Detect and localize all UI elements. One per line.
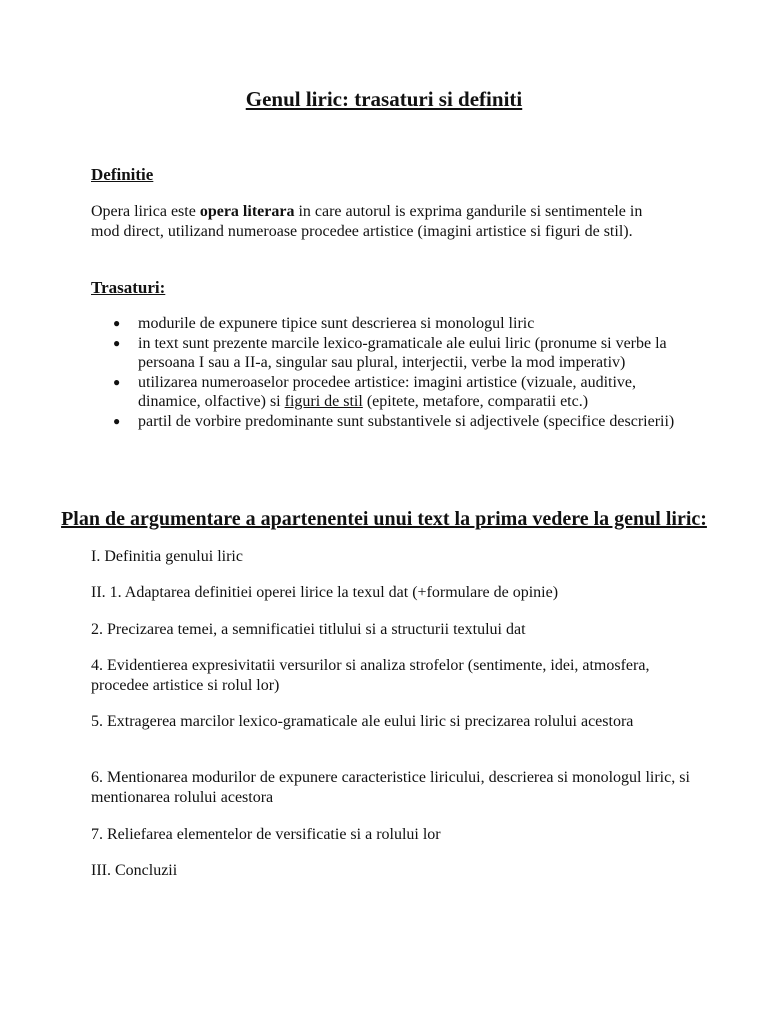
plan-heading: Plan de argumentare a apartenentei unui text la prima vedere la genul liric: [61,508,707,530]
bullet-icon: ● [113,316,121,330]
definition-paragraph [91,202,651,242]
trait-text: partil de vorbire predominante sunt substantivele si adjectivele (specifice descrierii) [138,412,675,430]
trait-text-end: (epitete, metafore, comparatii etc.) [362,393,589,411]
trait-text-start: utilizarea numeroaselor procedee artistice: imagini artistice (vizuale, auditive, dinamice, olfactive) si [138,373,636,411]
definition-bold-term: opera literara [199,203,295,220]
trait-text: in text sunt prezente marcile lexico-gramaticale ale eului liric (pronume si verbe la persoana I sau a II-a, singular sau plural, interjectii, verbe la mod imperativ) [138,334,667,372]
definition-text-end: in care autorul is exprima gandurile si sentimentele in mod direct, utilizand numeroase procedee artistice (imagini artistice si figuri de stil). [91,203,643,240]
plan-item: 4. Evidentierea expresivitatii versurilor si analiza strofelor (sentimente, idei, atmosfera, procedee artistice si rolul lor) [91,657,650,694]
plan-item: III. Concluzii [91,862,178,879]
bullet-icon: ● [113,335,121,350]
plan-item: 7. Reliefarea elementelor de versificatie si a rolului lor [91,826,441,843]
plan-item: I. Definitia genului liric [91,548,243,565]
list-item [91,314,681,334]
definition-heading: Definitie [91,165,154,184]
bullet-icon: ● [113,374,121,389]
plan-item: 2. Precizarea temei, a semnificatiei titlului si a structurii textului dat [91,621,526,638]
traits-heading: Trasaturi: [91,278,166,297]
traits-list [91,314,681,432]
page-title: Genul liric: trasaturi si definiti [245,87,523,111]
plan-item: 5. Extragerea marcilor lexico-gramaticale ale eului liric si precizarea rolului acestora [91,713,634,730]
definition-text-start: Opera lirica este [91,203,200,220]
list-item [91,373,681,412]
list-item [91,412,681,432]
plan-item: 6. Mentionarea modurilor de expunere caracteristice liricului, descrierea si monologul liric, si mentionarea rolului acestora [91,769,690,806]
plan-item: II. 1. Adaptarea definitiei operei lirice la texul dat (+formulare de opinie) [91,584,559,601]
bullet-icon: ● [113,413,121,428]
figuri-de-stil-link[interactable]: figuri de stil [284,393,363,411]
list-item [91,334,681,373]
trait-text: modurile de expunere tipice sunt descrierea si monologul liric [138,315,535,332]
